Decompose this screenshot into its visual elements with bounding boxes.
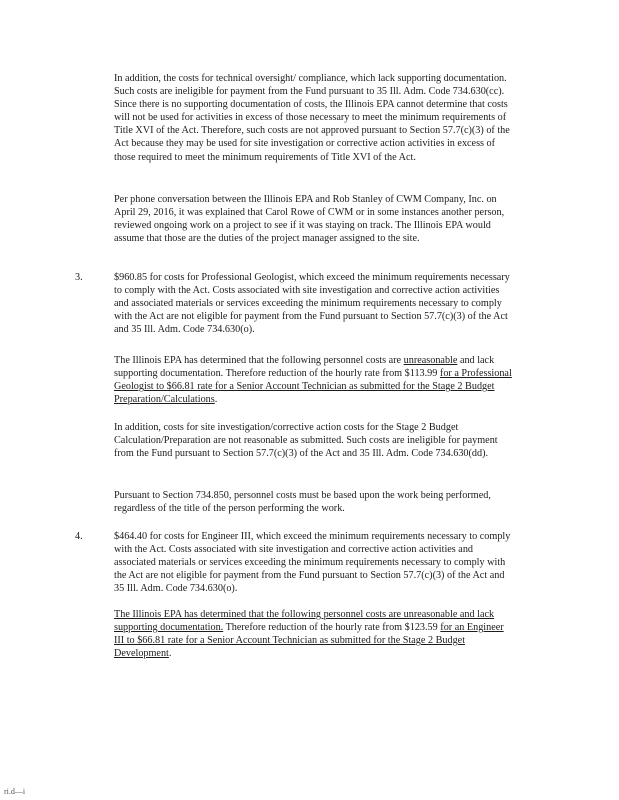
text-segment: . bbox=[214, 394, 218, 406]
text-segment: Therefore reduction of the hourly rate from $123.59 bbox=[223, 622, 441, 634]
text-segment: and lack supporting documentation. Therefore reduction of the hourly rate from $113.99 bbox=[114, 355, 495, 380]
item-number-4: 4. bbox=[75, 531, 83, 542]
paragraph-professional-geologist-costs: $960.85 for costs for Professional Geologist, which exceed the minimum requirements necessary to comply with the Act. Costs associated with site investigation and corrective action activities and associated materials or services exceeding the minimum requirements necessary to comply with the Act are not eligible for payment from the Fund pursuant to Section 57.7(c)(3) of the Act and 35 Ill. Adm. Code 734.630(o). bbox=[114, 272, 510, 336]
underlined-text: for an Engineer III to $66.81 rate for a Senior Account Technician as submitted for the Stage 2 Budget Development bbox=[114, 622, 504, 660]
paragraph-geologist-rate-reduction bbox=[114, 354, 514, 406]
text-segment: The Illinois EPA has determined that the following personnel costs are bbox=[114, 355, 404, 366]
paragraph-engineer-iii-costs: $464.40 for costs for Engineer III, which exceed the minimum requirements necessary to comply with the Act. Costs associated with site investigation and corrective action activities and associated materials or services exceeding the minimum requirements necessary to comply with the Act are not eligible for payment from the Fund pursuant to Section 57.7(c)(3) of the Act and 35 Ill. Adm. Code 734.630(o). bbox=[114, 531, 511, 595]
paragraph-technical-oversight: In addition, the costs for technical oversight/ compliance, which lack supporting documentation. Such costs are ineligible for payment from the Fund pursuant to 35 Ill. Adm. Code 734.630(cc). Since there is no supporting documentation of costs, the Illinois EPA cannot determine that costs will not be used for activities in excess of those necessary to meet the minimum requirements of Title XVI of the Act. Therefore, such costs are not approved pursuant to Section 57.7(c)(3) of the Act because they may be used for site investigation or corrective action activities in excess of those required to meet the minimum requirements of Title XVI of the Act. bbox=[114, 73, 510, 163]
item-number-3: 3. bbox=[75, 272, 83, 283]
paragraph-engineer-rate-reduction bbox=[114, 608, 514, 660]
paragraph-phone-conversation: Per phone conversation between the Illinois EPA and Rob Stanley of CWM Company, Inc. on April 29, 2016, it was explained that Carol Rowe of CWM or in some instances another person, reviewed ongoing work on a project to see if it was staying on track. The Illinois EPA would assume that those are the duties of the project manager assigned to the site. bbox=[114, 194, 505, 245]
underlined-text: unreasonable bbox=[403, 355, 458, 366]
underlined-text: The Illinois EPA has determined that the following personnel costs are unreasonable and lack supporting documentation. bbox=[114, 609, 495, 634]
paragraph-budget-calculation-costs: In addition, costs for site investigation/corrective action costs for the Stage 2 Budget Calculation/Preparation are not reasonable as submitted. Such costs are ineligible for payment from the Fund pursuant to Section 57.7(c)(3) of the Act and 35 Ill. Adm. Code 734.630(dd). bbox=[114, 422, 498, 460]
paragraph-section-734-850: Pursuant to Section 734.850, personnel costs must be based upon the work being performed, regardless of the title of the person performing the work. bbox=[114, 490, 491, 515]
text-segment: . bbox=[168, 648, 172, 660]
footer-mark: ri.d—i bbox=[4, 787, 26, 796]
underlined-text: for a Professional Geologist to $66.81 rate for a Senior Account Technician as submitted for the Stage 2 Budget Preparation/Calculations bbox=[114, 368, 512, 406]
